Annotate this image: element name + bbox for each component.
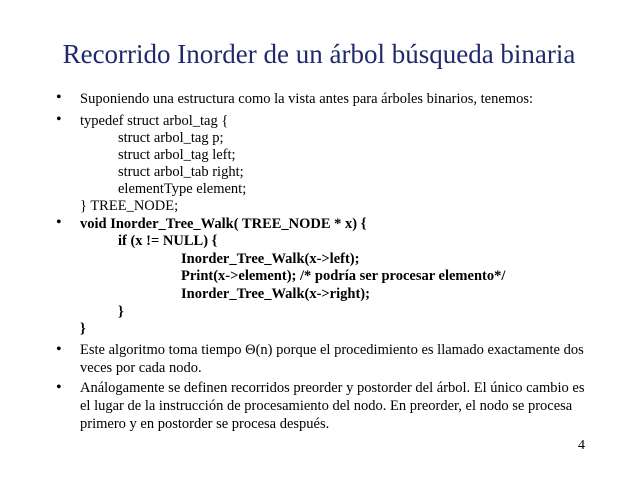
code-line: elementType element;: [118, 181, 247, 197]
code-line: typedef struct arbol_tag {: [80, 113, 229, 129]
text-line: Suponiendo una estructura como la vista antes para árboles binarios, tenemos:: [80, 91, 533, 107]
bullet-marker: •: [56, 214, 62, 231]
bullet-marker: •: [56, 379, 62, 396]
bullet-marker: •: [56, 89, 62, 106]
text-line: el lugar de la instrucción de procesamiento del nodo. En preorder, el nodo se procesa: [80, 398, 573, 414]
code-line: void Inorder_Tree_Walk( TREE_NODE * x) {: [80, 216, 367, 232]
code-line: }: [80, 321, 86, 337]
bullet-marker: •: [56, 111, 62, 128]
code-line: struct arbol_tag p;: [118, 130, 224, 146]
code-line: } TREE_NODE;: [80, 198, 179, 214]
code-line: if (x != NULL) {: [118, 233, 218, 249]
code-line: Inorder_Tree_Walk(x->left);: [181, 251, 360, 267]
text-line: Análogamente se definen recorridos preorder y postorder del árbol. El único cambio es: [80, 380, 585, 396]
text-line: veces por cada nodo.: [80, 360, 202, 376]
page-number: 4: [578, 438, 585, 453]
bullet-marker: •: [56, 341, 62, 358]
code-line: Inorder_Tree_Walk(x->right);: [181, 286, 370, 302]
code-line: Print(x->element); /* podría ser procesar elemento*/: [181, 268, 506, 284]
slide-title: Recorrido Inorder de un árbol búsqueda binaria: [62, 39, 576, 69]
code-line: struct arbol_tag left;: [118, 147, 236, 163]
code-line: struct arbol_tab right;: [118, 164, 244, 180]
text-line: Este algoritmo toma tiempo Θ(n) porque el procedimiento es llamado exactamente dos: [80, 342, 584, 358]
code-line: }: [118, 304, 124, 320]
text-line: primero y en postorder se procesa después.: [80, 416, 330, 432]
